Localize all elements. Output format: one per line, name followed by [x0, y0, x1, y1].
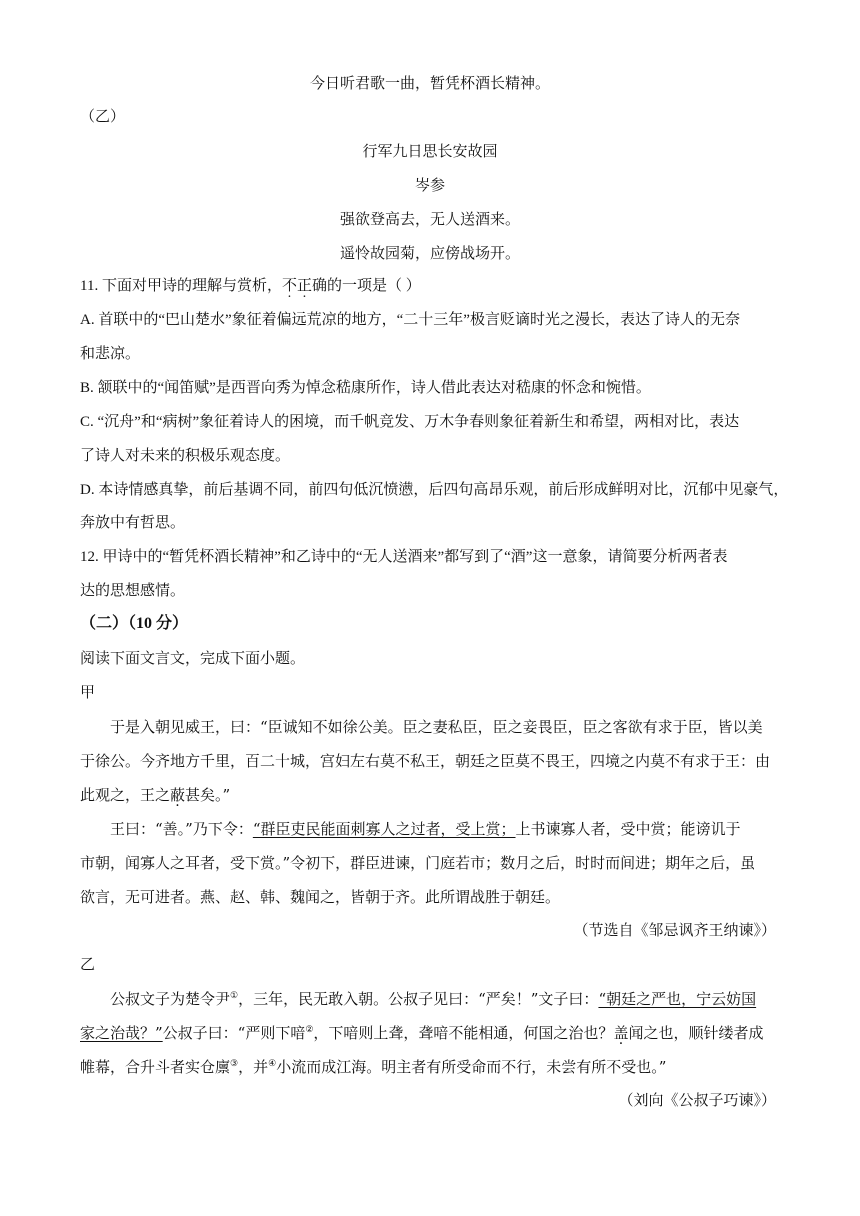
- text-span: 小流而成江海。明主者有所受命而不行，未尝有所不受也。”: [276, 1058, 667, 1076]
- text-span: 闻之也，顺针缕者成: [628, 1024, 764, 1042]
- question-12-line-1: 12. 甲诗中的“暂凭杯酒长精神”和乙诗中的“无人送酒来”都写到了“酒”这一意象，请简要分析两者表: [80, 549, 728, 565]
- emphasized-word-gai: 盖: [613, 1024, 629, 1042]
- text-span: 帷幕，合升斗者实仓廪: [80, 1058, 231, 1076]
- text-span: 公叔子曰：“严则下喑: [162, 1024, 306, 1042]
- text-span: 此观之，王之: [80, 786, 171, 804]
- underlined-sentence-b-part-2: 家之治哉？”: [80, 1024, 163, 1042]
- poem-b-line-2: 遥怜故园菊，应傍战场开。: [339, 244, 520, 262]
- passage-b-line-3: [80, 1057, 666, 1077]
- question-11-stem: [80, 276, 421, 296]
- q11-option-c-line-1: C. “沉舟”和“病树”象征着诗人的困境，而千帆竞发、万木争春则象征着新生和希望，两相对比，表达: [80, 414, 740, 430]
- text-span: 王曰：“善。”乃下令：: [110, 820, 253, 838]
- poem-b-line-1: 强欲登高去，无人送酒来。: [339, 210, 520, 228]
- text-span: 公叔文子为楚令尹: [110, 990, 231, 1008]
- q11-option-d-line-1: D. 本诗情感真挚，前后基调不同，前四句低沉愤懑，后四句高昂乐观，前后形成鲜明对比，沉郁中见豪气，: [80, 482, 789, 498]
- footnote-mark-1: ①: [230, 991, 239, 1001]
- text-span: 甚矣。”: [185, 786, 231, 804]
- q11-suffix: 确的一项是（ ）: [311, 278, 421, 294]
- passage-a-label: 甲: [80, 685, 96, 701]
- passage-a-p2-line-1: [110, 819, 741, 839]
- text-span: ，三年，民无敢入朝。公叔子见曰：“严矣！”文子曰：: [238, 990, 599, 1008]
- q11-option-a-line-2: 和悲凉。: [80, 346, 141, 362]
- poem-b-title: 行军九日思长安故园: [362, 142, 498, 160]
- q11-option-d-line-2: 奔放中有哲思。: [80, 515, 186, 531]
- text-span: ，并: [238, 1058, 269, 1076]
- underlined-sentence-b-part-1: “朝廷之严也，宁云妨国: [598, 990, 757, 1008]
- underlined-sentence-a: “群臣吏民能面刺寡人之过者，受上赏；: [252, 820, 516, 838]
- passage-a-source: （节选自《邹忌讽齐王纳谏》）: [573, 923, 776, 939]
- q11-option-a-line-1: A. 首联中的“巴山楚水”象征着偏远荒凉的地方，“二十三年”极言贬谪时光之漫长，表达了诗人的无奈: [80, 312, 740, 328]
- emphasized-word-bi: 蔽: [170, 786, 186, 804]
- footnote-mark-3: ③: [230, 1059, 239, 1069]
- passage-b-line-1: [110, 989, 756, 1009]
- passage-a-p2-line-3: 欲言，无可进者。燕、赵、韩、魏闻之，皆朝于齐。此所谓战胜于朝廷。: [80, 888, 561, 906]
- passage-a-p1-line-2: 于徐公。今齐地方千里，百二十城，宫妇左右莫不私王，朝廷之臣莫不畏王，四境之内莫不有求于王：由: [80, 752, 771, 770]
- passage-a-p1-line-3: [80, 785, 230, 805]
- footnote-mark-2: ②: [305, 1025, 314, 1035]
- q11-emphasis-1: 不: [281, 278, 297, 294]
- text-span: ，下喑则上聋，聋喑不能相通，何国之治也？: [313, 1024, 614, 1042]
- section-2-heading: （二）（10 分）: [80, 615, 189, 632]
- q11-option-b: B. 颔联中的“闻笛赋”是西晋向秀为悼念嵇康所作，诗人借此表达对嵇康的怀念和惋惜。: [80, 380, 651, 396]
- poem-b-label: （乙）: [80, 109, 126, 125]
- poem-a-last-line: 今日听君歌一曲，暂凭杯酒长精神。: [309, 74, 550, 92]
- q11-option-c-line-2: 了诗人对未来的积极乐观态度。: [80, 448, 291, 464]
- poem-b-author: 岑参: [414, 176, 445, 194]
- passage-a-p1-line-1: 于是入朝见威王，曰：“臣诚知不如徐公美。臣之妻私臣，臣之妾畏臣，臣之客欲有求于臣，皆以美: [110, 718, 763, 736]
- question-12-line-2: 达的思想感情。: [80, 583, 186, 599]
- passage-a-p2-line-2: 市朝，闻寡人之耳者，受下赏。”令初下，群臣进谏，门庭若市；数月之后，时时而间进；期年之后，虽: [80, 854, 756, 872]
- text-span: 上书谏寡人者，受中赏；能谤讥于: [515, 820, 741, 838]
- q11-prefix: 11. 下面对甲诗的理解与赏析，: [80, 278, 282, 294]
- passage-b-line-2: [80, 1023, 763, 1043]
- passage-b-label: 乙: [80, 957, 96, 973]
- passage-b-source: （刘向《公叔子巧谏》）: [618, 1093, 776, 1109]
- q11-emphasis-2: 正: [296, 278, 312, 294]
- section-2-instruction: 阅读下面文言文，完成下面小题。: [80, 651, 306, 667]
- footnote-mark-4: ④: [268, 1059, 277, 1069]
